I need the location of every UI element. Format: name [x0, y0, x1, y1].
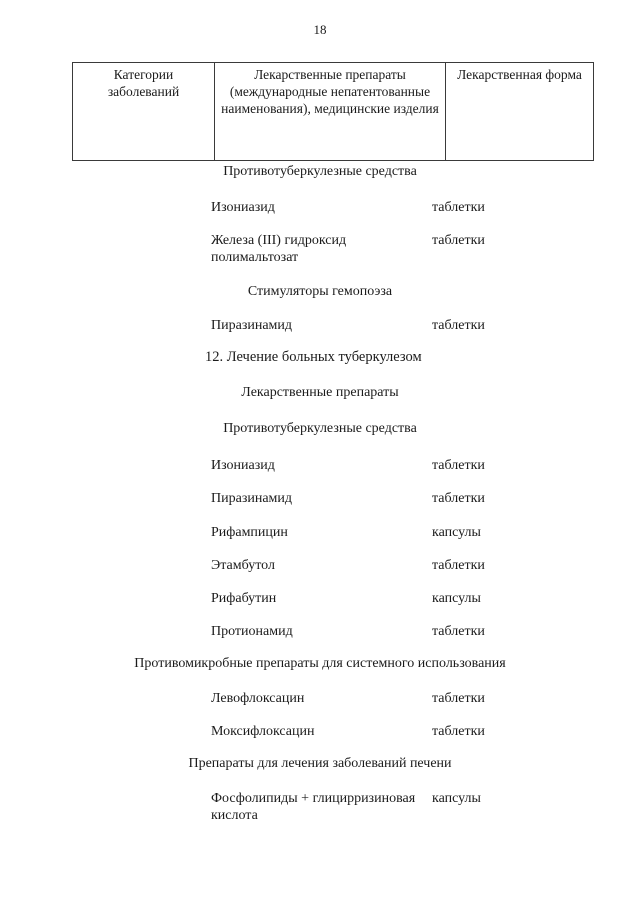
- column-header-table: [72, 62, 594, 161]
- group-heading-liver: Препараты для лечения заболеваний печени: [188, 756, 452, 771]
- drug-form: таблетки: [432, 200, 485, 215]
- drug-name: Протионамид: [211, 624, 293, 639]
- drug-name: Изониазид: [211, 458, 275, 473]
- drug-form: таблетки: [432, 491, 485, 506]
- drug-name: Этамбутол: [211, 558, 275, 573]
- drug-name: Пиразинамид: [211, 318, 293, 333]
- group-heading-antituberculosis: Противотуберкулезные средства: [223, 164, 417, 179]
- section-title: 12. Лечение больных туберкулезом: [205, 349, 422, 365]
- header-disease-categories: Категории заболеваний: [73, 63, 215, 161]
- drug-name: Изониазид: [211, 200, 275, 215]
- page-number: 18: [313, 22, 327, 37]
- drug-name: Рифабутин: [211, 591, 277, 606]
- drug-form: таблетки: [432, 724, 485, 739]
- drug-form: капсулы: [432, 525, 481, 540]
- drug-form: таблетки: [432, 691, 485, 706]
- drug-name: Левофлоксацин: [211, 691, 305, 706]
- group-heading-antituberculosis: Противотуберкулезные средства: [223, 421, 417, 436]
- group-heading-antimicrobial: Противомикробные препараты для системного использования: [134, 656, 506, 671]
- section-subtitle: Лекарственные препараты: [241, 385, 399, 400]
- drug-form: таблетки: [432, 558, 485, 573]
- drug-form: капсулы: [432, 591, 481, 606]
- group-heading-hematopoiesis: Стимуляторы гемопоэза: [247, 284, 393, 299]
- drug-name: Моксифлоксацин: [211, 724, 315, 739]
- drug-form: таблетки: [432, 233, 485, 248]
- drug-form: таблетки: [432, 318, 485, 333]
- drug-form: капсулы: [432, 791, 481, 806]
- header-dosage-form: Лекарственная форма: [446, 63, 594, 161]
- drug-form: таблетки: [432, 458, 485, 473]
- drug-name: Железа (III) гидроксид полимальтозат: [211, 233, 347, 265]
- drug-name: Рифампицин: [211, 525, 288, 540]
- drug-form: таблетки: [432, 624, 485, 639]
- header-medications: Лекарственные препараты (международные непатентованные наименования), медицинские изделия: [215, 63, 446, 161]
- drug-name: Пиразинамид: [211, 491, 293, 506]
- drug-name: Фосфолипиды + глицирризиновая кислота: [211, 791, 416, 823]
